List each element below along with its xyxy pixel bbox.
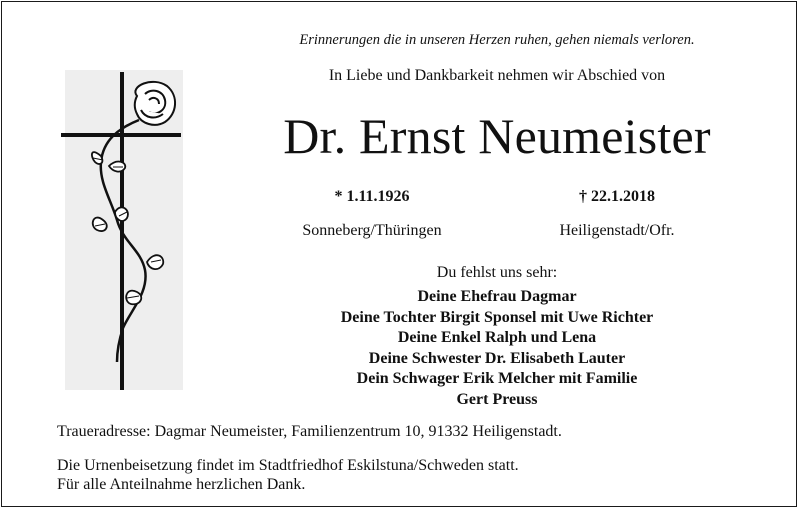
mourner: Deine Enkel Ralph und Lena: [397, 329, 597, 346]
birth-date: * 1.11.1926: [334, 188, 410, 205]
burial-notice: [57, 456, 519, 494]
death-date: † 22.1.2018: [579, 188, 655, 205]
cross-with-rose-icon: [57, 70, 187, 400]
mourners-list: [232, 287, 762, 410]
notice-line: Für alle Anteilnahme herzlichen Dank.: [57, 476, 306, 493]
mourner: Dein Schwager Erik Melcher mit Familie: [356, 370, 638, 387]
epigraph: Erinnerungen die in unseren Herzen ruhen, gehen niemals verloren.: [299, 32, 695, 48]
farewell-line: In Liebe und Dankbarkeit nehmen wir Abschied von: [328, 67, 666, 84]
birth-place: Sonneberg/Thüringen: [302, 222, 442, 239]
death-place: Heiligenstadt/Ofr.: [559, 222, 675, 239]
mourner: Deine Tochter Birgit Sponsel mit Uwe Richter: [340, 308, 654, 326]
mourning-address: Traueradresse: Dagmar Neumeister, Familienzentrum 10, 91332 Heiligenstadt.: [57, 423, 562, 440]
mourners-intro: Du fehlst uns sehr:: [436, 264, 558, 281]
notice-line: Die Urnenbeisetzung findet im Stadtfriedhof Eskilstuna/Schweden statt.: [57, 457, 519, 474]
obituary-card: [1, 1, 797, 507]
mourner: Gert Preuss: [456, 390, 538, 408]
mourner: Deine Ehefrau Dagmar: [417, 288, 577, 305]
deceased-name: Dr. Ernst Neumeister: [283, 108, 711, 164]
mourner: Deine Schwester Dr. Elisabeth Lauter: [368, 349, 626, 367]
